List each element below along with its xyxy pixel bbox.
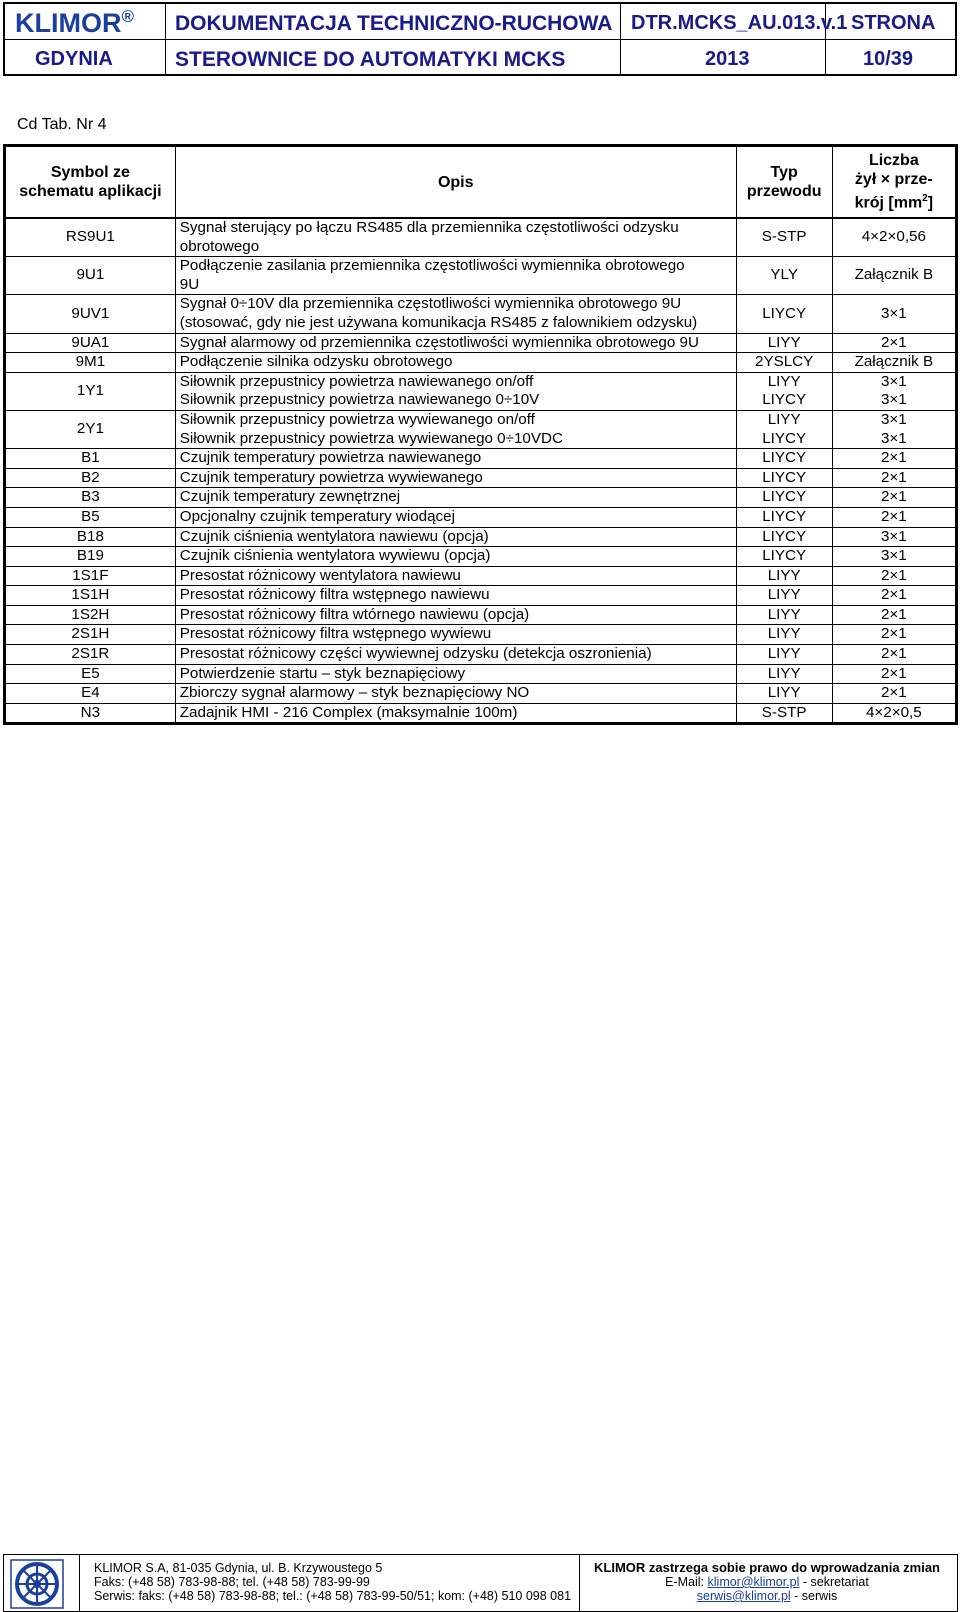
table-row: Siłownik przepustnicy powietrza nawiewanego 0÷10V LIYCY 3×1 [5,391,957,410]
table-row: 9UA1 Sygnał alarmowy od przemiennika częstotliwości wymiennika obrotowego 9U LIYY 2×1 [5,333,957,353]
header-wire-count: Liczba żył × prze- krój $[mm^2]$ [832,146,956,219]
table-row: B1 Czujnik temperatury powietrza nawiewanego LIYCY 2×1 [5,449,957,469]
header-cable-type: Typ przewodu [736,146,832,219]
table-row: 1S1H Presostat różnicowy filtra wstępnego nawiewu LIYY 2×1 [5,586,957,606]
table-row: N3 Zadajnik HMI - 216 Complex (maksymalnie 100m) S-STP 4×2×0,5 [5,703,957,724]
table-row: E5 Potwierdzenie startu – styk beznapięciowy LIYY 2×1 [5,664,957,684]
klimor-emblem-icon [10,1559,64,1609]
table-row: 1S1F Presostat różnicowy wentylatora nawiewu LIYY 2×1 [5,566,957,586]
company-contact: KLIMOR zastrzega sobie prawo do wprowadzania zmian E-Mail: klimor@klimor.pl - sekretariat serwis@klimor.pl - serwis [594,1560,940,1603]
document-footer [3,1554,958,1612]
table-row: E4 Zbiorczy sygnał alarmowy – styk beznapięciowy NO LIYY 2×1 [5,684,957,704]
table-row: Siłownik przepustnicy powietrza wywiewanego 0÷10VDC LIYCY 3×1 [5,430,957,449]
table-row: 2S1R Presostat różnicowy części wywiewnej odzysku (detekcja oszronienia) LIYY 2×1 [5,645,957,665]
table-row: B18 Czujnik ciśnienia wentylatora nawiewu (opcja) LIYCY 3×1 [5,527,957,547]
city: GDYNIA [35,48,113,70]
company-address: KLIMOR S.A, 81-035 Gdynia, ul. B. Krzywoustego 5 Faks: (+48 58) 783-98-88; tel. (+48 58) 783-99-99 Serwis: faks: (+48 58) 783-98-88; tel.: (+48 58) 783-99-50/51; kom: (+48) 510 098 081 [94,1561,572,1603]
table-row: B3 Czujnik temperatury zewnętrznej LIYCY 2×1 [5,488,957,508]
table-header-row [5,146,957,219]
service-email-link[interactable]: serwis@klimor.pl [696,1589,791,1603]
header-symbol: Symbol ze schematu aplikacji [5,146,176,219]
simple-rows [5,449,957,724]
table-row: 1S2H Presostat różnicowy filtra wtórnego nawiewu (opcja) LIYY 2×1 [5,605,957,625]
document-code: DTR.MCKS_AU.013.v.1 [631,12,848,34]
table-row: 9UV1 Sygnał 0÷10V dla przemiennika częstotliwości wymiennika obrotowego 9U (stosować, gdy nie jest używana komunikacja RS485 z falownikiem odzysku) LIYCY 3×1 [5,295,957,333]
klimor-logo: KLIMOR® [15,7,135,38]
cable-table [3,144,958,725]
table-row: 9U1 Podłączenie zasilania przemiennika częstotliwości wymiennika obrotowego 9U YLY Załącznik B [5,257,957,295]
page-label: STRONA [851,12,936,34]
table-row: B2 Czujnik temperatury powietrza wywiewanego LIYCY 2×1 [5,468,957,488]
table-row: 9M1 Podłączenie silnika odzysku obrotowego 2YSLCY Załącznik B [5,353,957,373]
page-number: 10/39 [863,48,914,70]
table-caption: Cd Tab. Nr 4 [17,116,107,133]
table-row: RS9U1 Sygnał sterujący po łączu RS485 dla przemiennika częstotliwości odzysku obrotowego S-STP 4×2×0,56 [5,218,957,257]
table-row: 1Y1 Siłownik przepustnicy powietrza nawiewanego on/off LIYY 3×1 [5,372,957,391]
document-subtitle: STEROWNICE DO AUTOMATYKI MCKS [175,48,566,71]
header-description: Opis [175,146,736,219]
table-row: 2Y1 Siłownik przepustnicy powietrza wywiewanego on/off LIYY 3×1 [5,410,957,429]
document-title: DOKUMENTACJA TECHNICZNO-RUCHOWA [175,12,613,35]
year: 2013 [705,48,750,70]
table-row: B19 Czujnik ciśnienia wentylatora wywiewu (opcja) LIYCY 3×1 [5,547,957,567]
table-row: 2S1H Presostat różnicowy filtra wstępnego wywiewu LIYY 2×1 [5,625,957,645]
table-row: B5 Opcjonalny czujnik temperatury wiodącej LIYCY 2×1 [5,507,957,527]
email-link[interactable]: klimor@klimor.pl [707,1575,800,1589]
document-header [3,2,957,76]
